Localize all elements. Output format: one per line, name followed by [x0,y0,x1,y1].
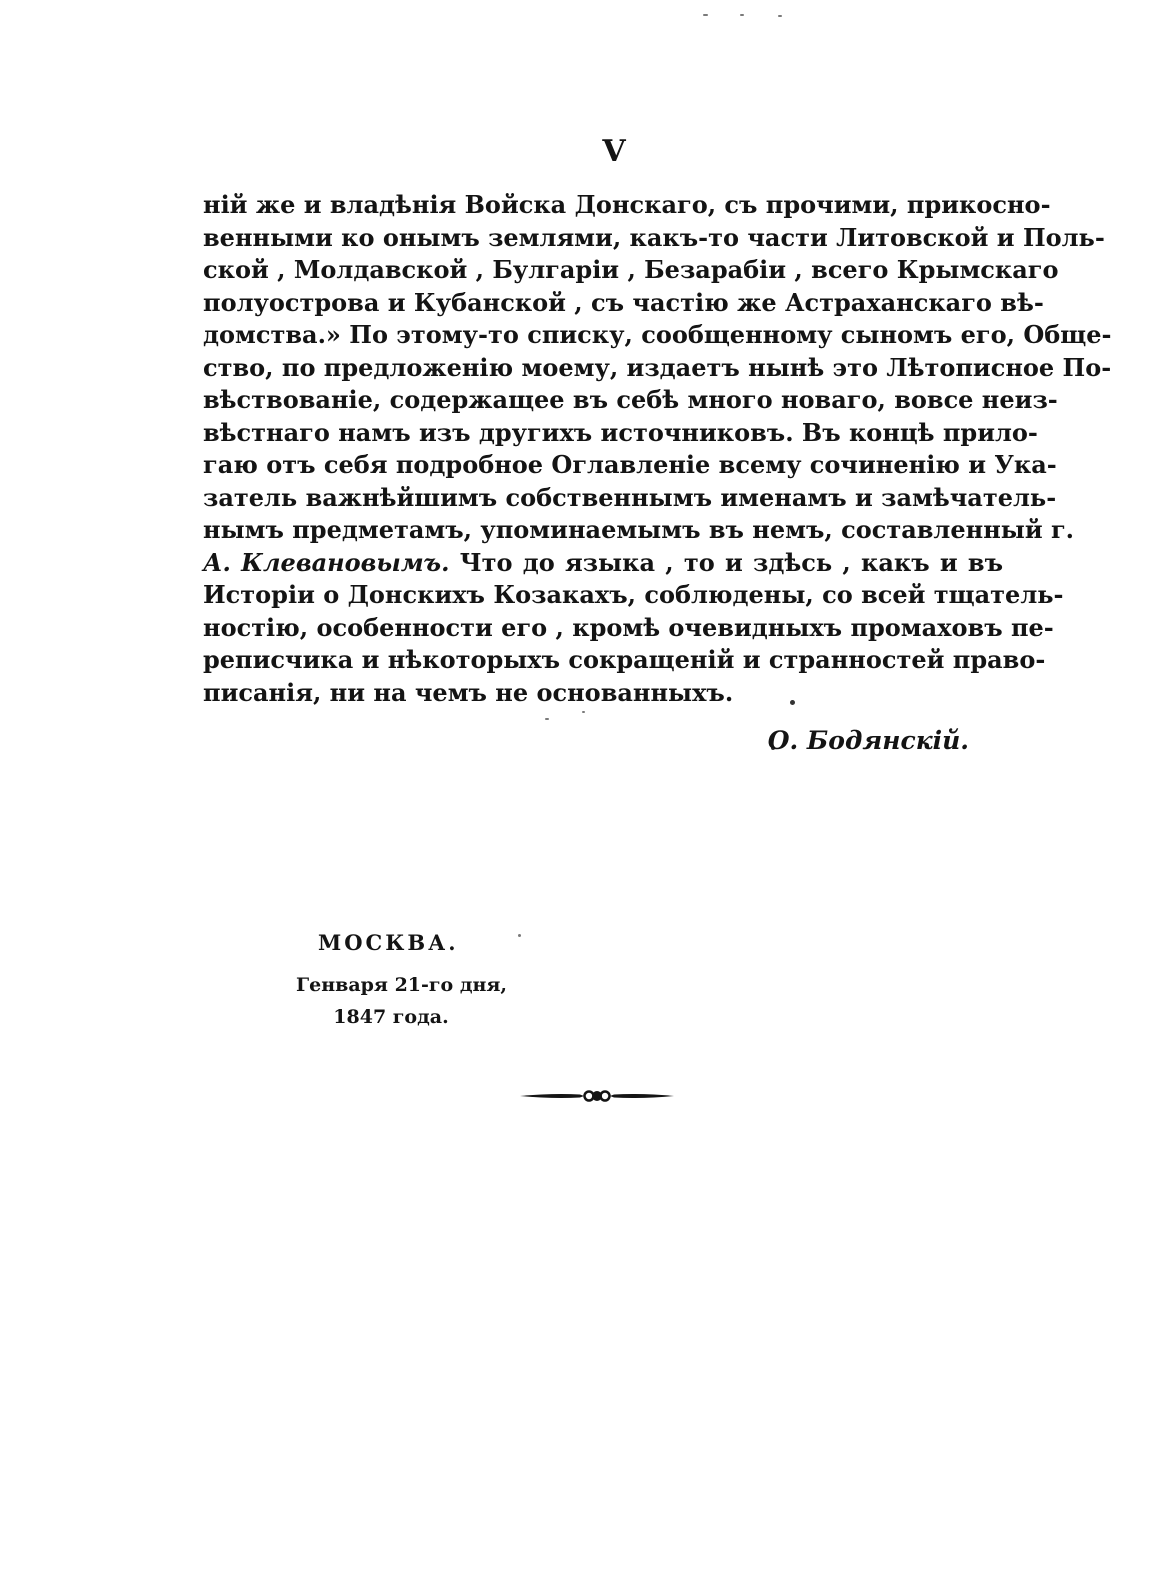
text-line [203,547,1003,580]
text-line: вѣстнаго намъ изъ другихъ источниковъ. Въ концѣ прило- [203,417,1038,447]
text-line: писанія, ни на чемъ не основанныхъ. [203,677,734,707]
text-line: гаю отъ себя подробное Оглавленіе всему сочиненію и Ука- [203,450,1057,479]
signature: О. Бодянскій. [767,726,969,755]
text-line: домства.» По этому-то списку, сообщенному сыномъ его, Обще- [203,320,1112,349]
tailpiece-ornament [518,1086,676,1106]
text-line: ской , Молдавской , Булгаріи , Безарабіи , всего Крымскаго [203,255,1059,284]
place-name: МОСКВА. [318,930,459,955]
text-line: затель важнѣйшимъ собственнымъ именамъ и замѣчатель- [203,482,1057,512]
body-text [203,189,1112,709]
text-line: венными ко онымъ землями, какъ-то части Литовской и Поль- [203,222,1105,252]
text-line: нымъ предметамъ, упоминаемымъ въ немъ, составленный г. [203,515,1075,544]
scan-speck [518,934,521,937]
text-line: ній же и владѣнія Войска Донскаго, съ прочими, прикосно- [203,190,1051,219]
text-line: полуострова и Кубанской , съ частію же Астраханскаго вѣ- [203,287,1044,317]
date-line: Генваря 21-го дня, [296,974,508,996]
text-line: Исторіи о Донскихъ Козакахъ, соблюдены, со всей тщатель- [203,580,1064,609]
page-number: V [602,134,626,169]
text-line: ство, по предложенію моему, издаетъ нынѣ это Лѣтописное По- [203,352,1112,382]
text-line: реписчика и нѣкоторыхъ сокращеній и странностей право- [203,645,1046,674]
year-line: 1847 года. [333,1006,449,1028]
scan-speck [740,14,744,16]
author-name-italic: А. Клевановымъ. [203,547,450,577]
scan-speck [582,711,585,713]
scan-speck [778,15,782,17]
scan-speck [545,718,549,720]
scan-speck [703,14,708,16]
text-line: ностію, особенности его , кромѣ очевидныхъ промаховъ пе- [203,612,1054,642]
text-line: вѣствованіе, содержащее въ себѣ много новаго, вовсе неиз- [203,385,1058,414]
text-line-rest: Что до языка , то и здѣсь , какъ и въ [449,547,1004,577]
scan-speck [790,700,795,705]
